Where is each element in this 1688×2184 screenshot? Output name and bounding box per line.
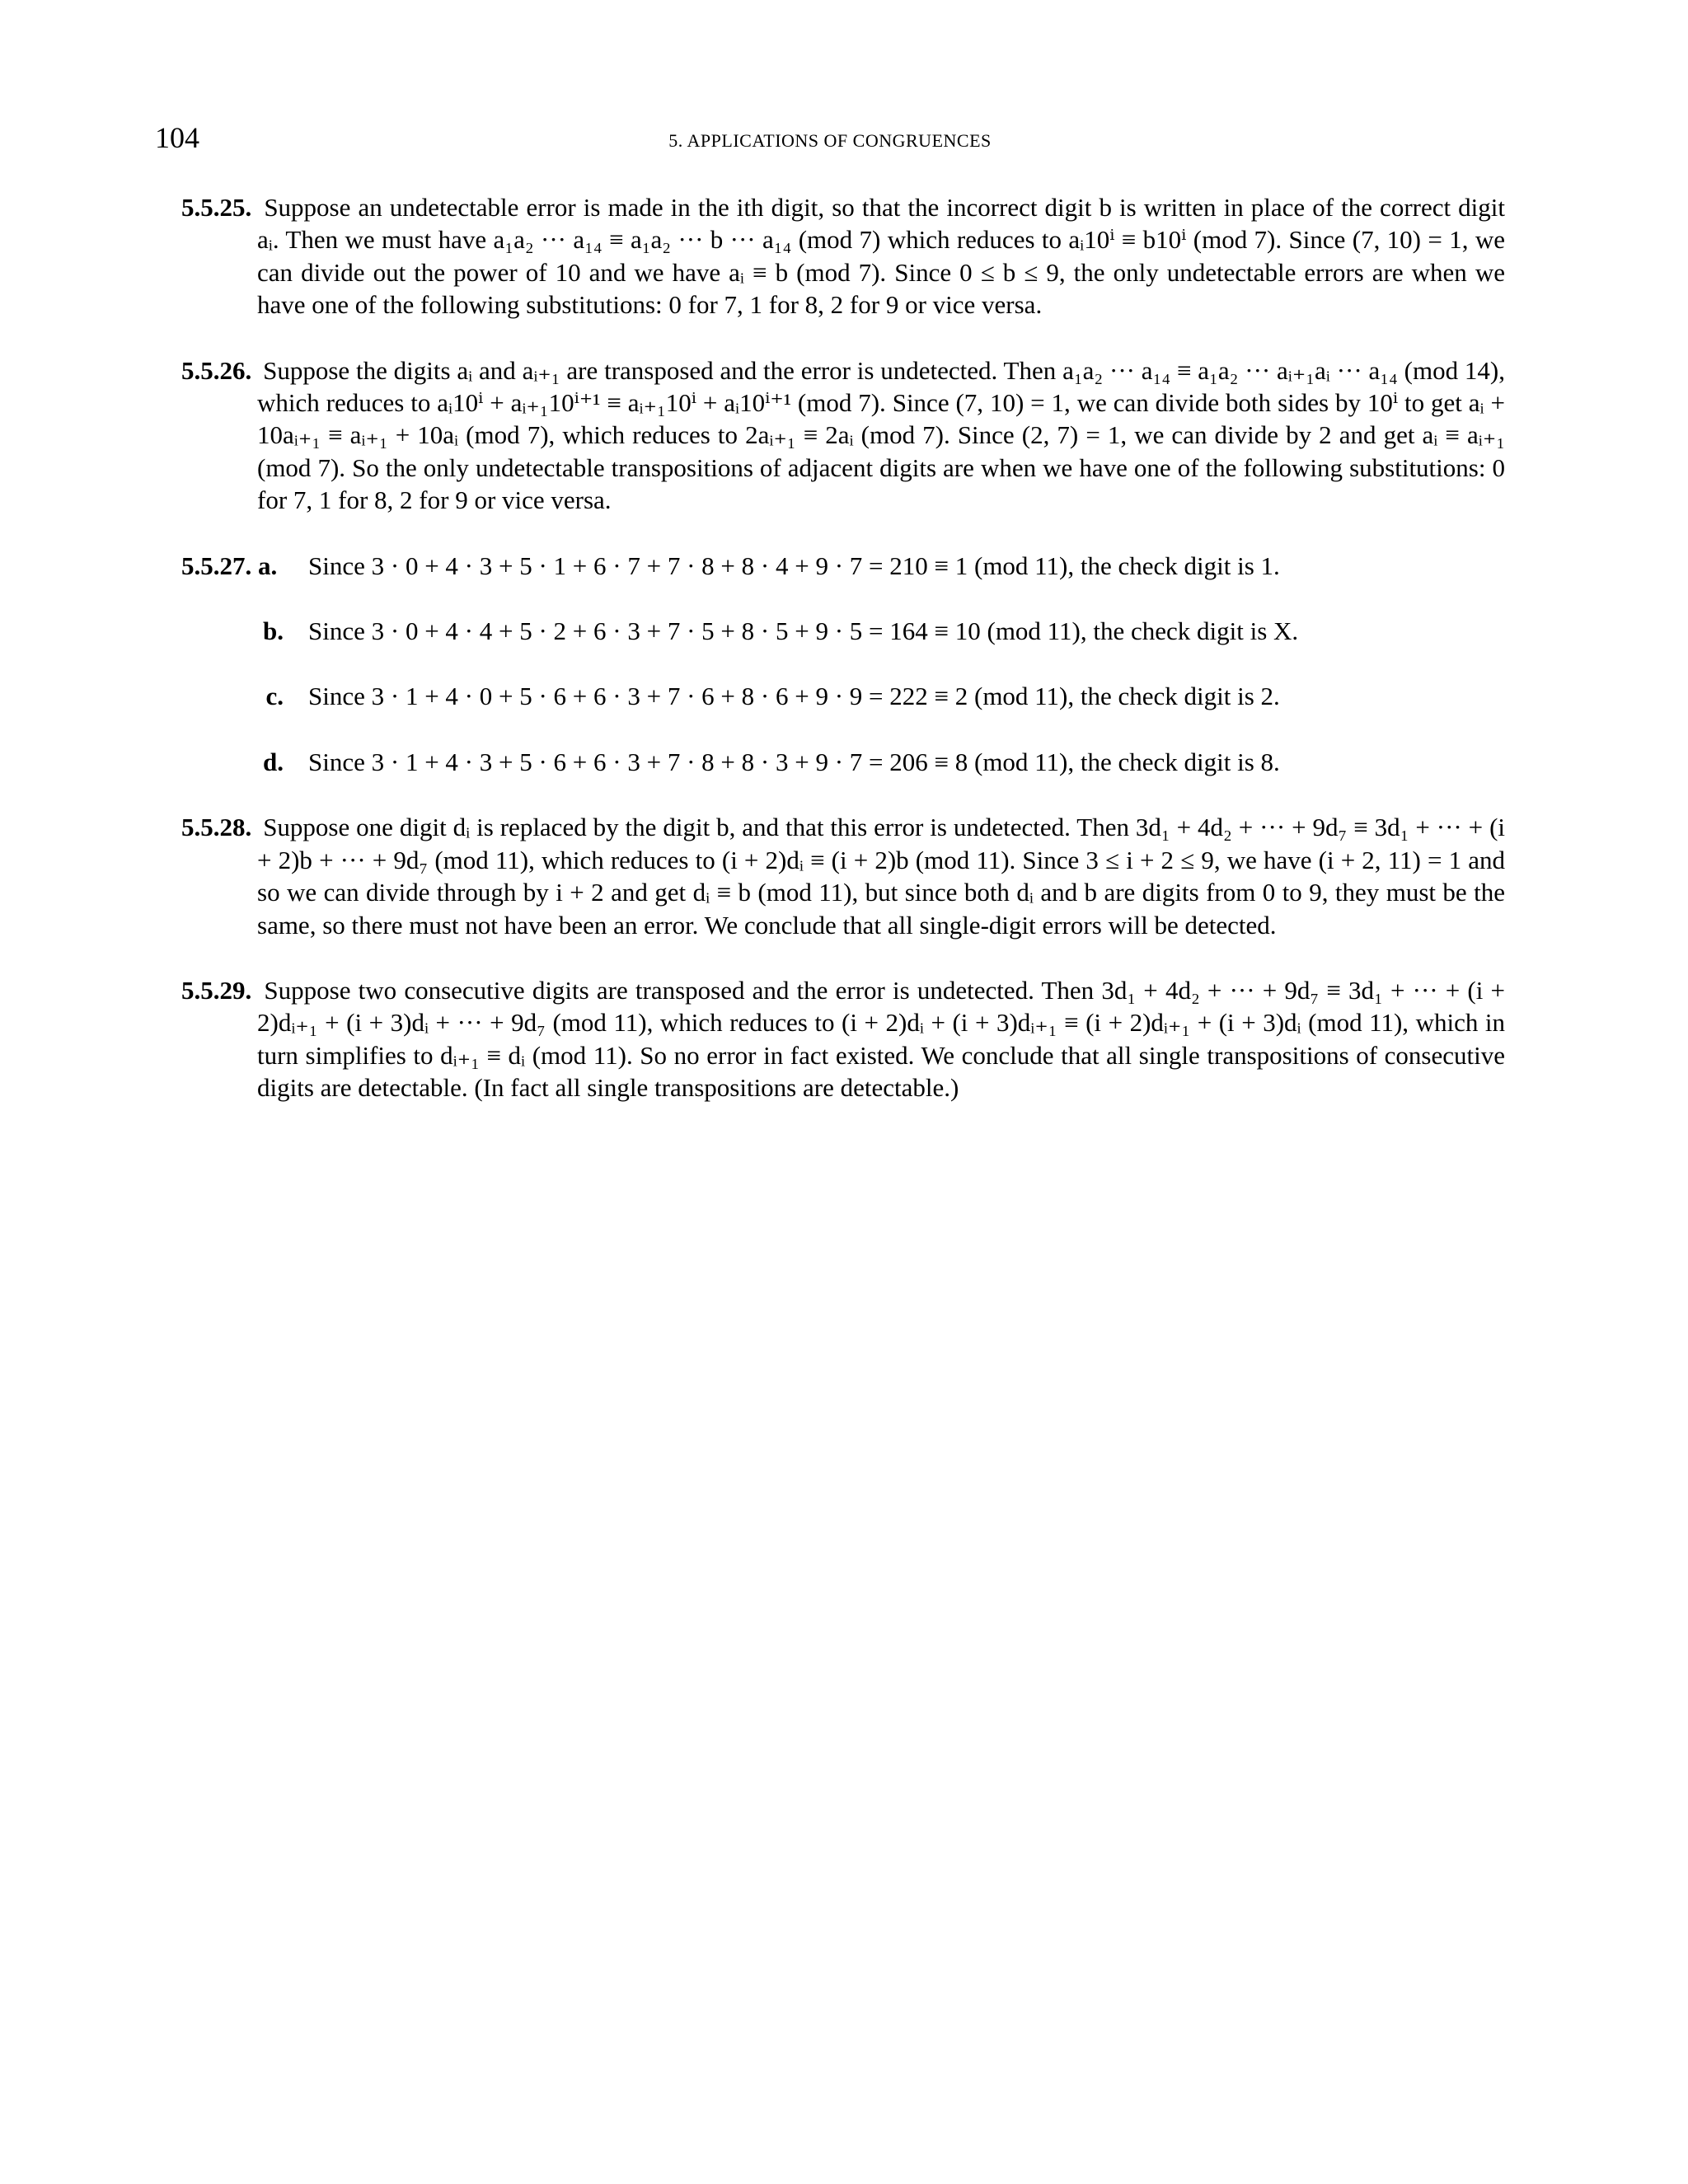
part-text: Since 3 · 0 + 4 · 3 + 5 · 1 + 6 · 7 + 7 · 8 + 8 · 4 + 9 · 7 = 210 ≡ 1 (mod 11), the check digit is 1.	[308, 551, 1280, 580]
page-number: 104	[155, 121, 199, 154]
problem-text: Suppose the digits aᵢ and aᵢ₊₁ are transposed and the error is undetected. Then a₁a₂ ··· a₁₄ ≡ a₁a₂ ··· aᵢ₊₁aᵢ ··· a₁₄ (mod 14), which reduces to aᵢ10ⁱ + aᵢ₊₁10ⁱ⁺¹ ≡ aᵢ₊₁10ⁱ + aᵢ10ⁱ⁺¹ (mod 7). Since (7, 10) = 1, we can divide both sides by 10ⁱ to get aᵢ + 10aᵢ₊₁ ≡ aᵢ₊₁ + 10aᵢ (mod 7), which reduces to 2aᵢ₊₁ ≡ 2aᵢ (mod 7). Since (2, 7) = 1, we can divide by 2 and get aᵢ ≡ aᵢ₊₁ (mod 7). So the only undetectable transpositions of adjacent digits are when we have one of the following substitutions: 0 for 7, 1 for 8, 2 for 9 or vice versa.	[257, 355, 1505, 515]
part-text: Since 3 · 0 + 4 · 4 + 5 · 2 + 6 · 3 + 7 · 5 + 8 · 5 + 9 · 5 = 164 ≡ 10 (mod 11), the check digit is X.	[308, 616, 1299, 646]
part-label: 5.5.27. a.	[181, 551, 278, 580]
problem-text: Suppose an undetectable error is made in the ith digit, so that the incorrect digit b is written in place of the correct digit aᵢ. Then we must have a₁a₂ ··· a₁₄ ≡ a₁a₂ ··· b ··· a₁₄ (mod 7) which reduces to aᵢ10ⁱ ≡ b10ⁱ (mod 7). Since (7, 10) = 1, we can divide out the power of 10 and we have aᵢ ≡ b (mod 7). Since 0 ≤ b ≤ 9, the only undetectable errors are when we have one of the following substitutions: 0 for 7, 1 for 8, 2 for 9 or vice versa.	[257, 193, 1505, 320]
page-header	[155, 120, 1505, 162]
problem-number: 5.5.26.	[181, 355, 252, 385]
part-text: Since 3 · 1 + 4 · 0 + 5 · 6 + 6 · 3 + 7 · 6 + 8 · 6 + 9 · 9 = 222 ≡ 2 (mod 11), the check digit is 2.	[308, 682, 1280, 711]
part-a	[181, 550, 1505, 582]
problem-5-5-26	[181, 354, 1505, 517]
solutions-body	[181, 191, 1505, 1137]
problem-text: Suppose two consecutive digits are transposed and the error is undetected. Then 3d₁ + 4d₂ + ··· + 9d₇ ≡ 3d₁ + ··· + (i + 2)dᵢ₊₁ + (i + 3)dᵢ + ··· + 9d₇ (mod 11), which reduces to (i + 2)dᵢ + (i + 3)dᵢ₊₁ ≡ (i + 2)dᵢ₊₁ + (i + 3)dᵢ (mod 11), which in turn simplifies to dᵢ₊₁ ≡ dᵢ (mod 11). So no error in fact existed. We conclude that all single transpositions of consecutive digits are detectable. (In fact all single transpositions are detectable.)	[257, 975, 1506, 1103]
problem-number: 5.5.29.	[181, 975, 252, 1005]
part-label: d.	[263, 747, 284, 776]
problem-5-5-29	[181, 974, 1505, 1104]
part-c	[181, 680, 1505, 712]
part-b	[181, 615, 1505, 647]
part-label: c.	[265, 682, 284, 711]
problem-5-5-27	[181, 550, 1505, 779]
problem-text: Suppose one digit dᵢ is replaced by the digit b, and that this error is undetected. Then 3d₁ + 4d₂ + ··· + 9d₇ ≡ 3d₁ + ··· + (i + 2)b + ··· + 9d₇ (mod 11), which reduces to (i + 2)dᵢ ≡ (i + 2)b (mod 11). Since 3 ≤ i + 2 ≤ 9, we have (i + 2, 11) = 1 and so we can divide through by i + 2 and get dᵢ ≡ b (mod 11), but since both dᵢ and b are digits from 0 to 9, they must be the same, so there must not have been an error. We conclude that all single-digit errors will be detected.	[257, 813, 1506, 940]
problem-5-5-25	[181, 191, 1505, 321]
part-d	[181, 746, 1505, 778]
problem-number: 5.5.25.	[181, 193, 252, 222]
part-label: b.	[263, 616, 284, 646]
problem-number: 5.5.28.	[181, 813, 252, 842]
problem-5-5-28	[181, 811, 1505, 941]
part-text: Since 3 · 1 + 4 · 3 + 5 · 6 + 6 · 3 + 7 · 8 + 8 · 3 + 9 · 7 = 206 ≡ 8 (mod 11), the check digit is 8.	[308, 747, 1280, 776]
running-title: 5. APPLICATIONS OF CONGRUENCES	[668, 130, 992, 151]
